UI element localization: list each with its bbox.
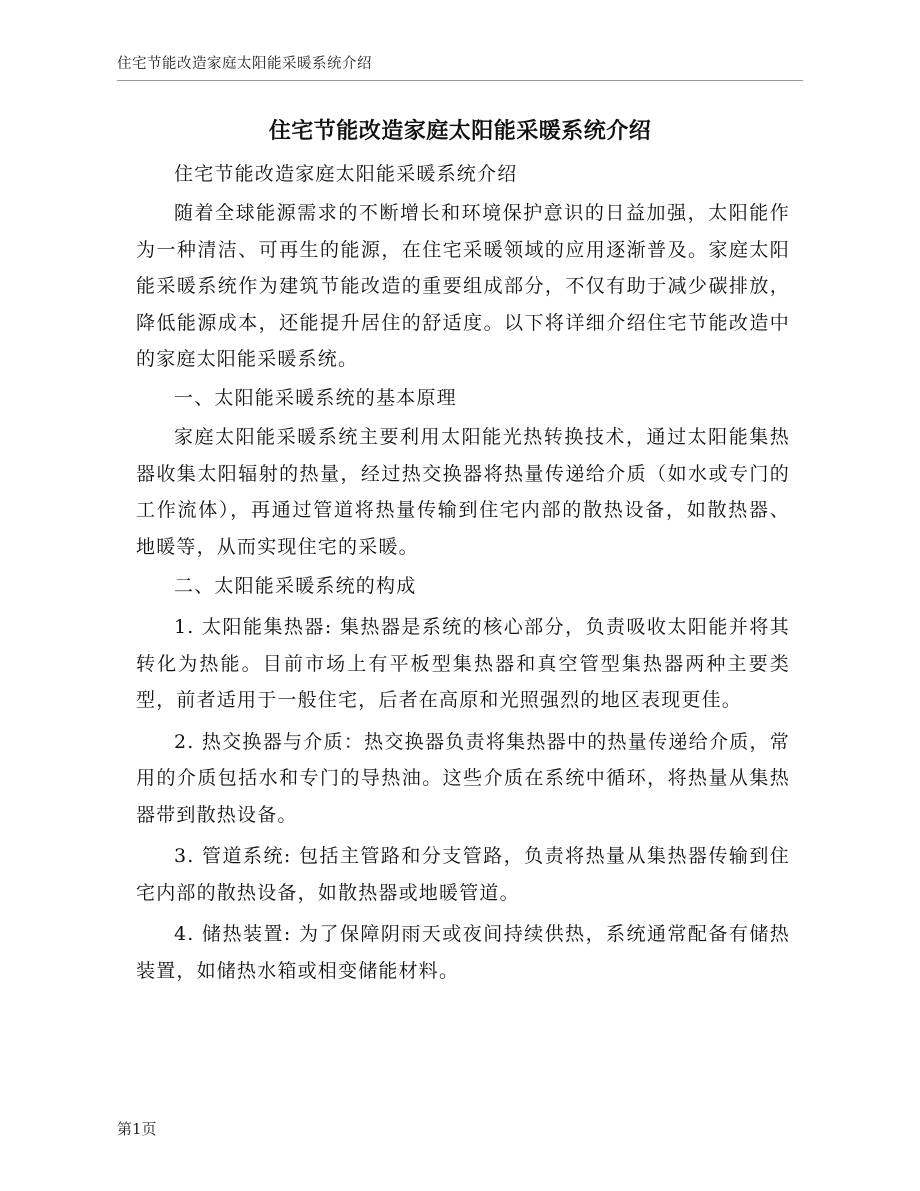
- paragraph-subtitle: 住宅节能改造家庭太阳能采暖系统介绍: [174, 163, 518, 185]
- paragraph-intro: 随着全球能源需求的不断增长和环境保护意识的日益加强，太阳能作为一种清洁、可再生的能源，在住宅采暖领域的应用逐渐普及。家庭太阳能采暖系统作为建筑节能改造的重要组成部分，不仅有助于减少碳排放，降低能源成本，还能提升居住的舒适度。以下将详细介绍住宅节能改造中的家庭太阳能采暖系统。: [136, 202, 790, 370]
- header-divider: [117, 80, 803, 81]
- list-item-storage: 4. 储热装置: 为了保障阴雨天或夜间持续供热，系统通常配备有储热装置，如储热水箱或相变储能材料。: [136, 923, 790, 982]
- document-body: [136, 156, 790, 989]
- list-item-collector: 1. 太阳能集热器: 集热器是系统的核心部分，负责吸收太阳能并将其转化为热能。目前市场上有平板型集热器和真空管型集热器两种主要类型，前者适用于一般住宅，后者在高原和光照强烈的地区表现更佳。: [136, 616, 790, 711]
- document-title: 住宅节能改造家庭太阳能采暖系统介绍: [268, 119, 652, 144]
- running-header: 住宅节能改造家庭太阳能采暖系统介绍: [117, 56, 372, 72]
- paragraph-principle: 家庭太阳能采暖系统主要利用太阳能光热转换技术，通过太阳能集热器收集太阳辐射的热量，经过热交换器将热量传递给介质（如水或专门的工作流体），再通过管道将热量传输到住宅内部的散热设备，如散热器、地暖等，从而实现住宅的采暖。: [136, 426, 790, 558]
- page-number: 第1页: [117, 1120, 157, 1138]
- section-heading-components: 二、太阳能采暖系统的构成: [174, 574, 417, 597]
- section-heading-principle: 一、太阳能采暖系统的基本原理: [174, 387, 457, 409]
- list-item-piping: 3. 管道系统: 包括主管路和分支管路，负责将热量从集热器传输到住宅内部的散热设备，如散热器或地暖管道。: [136, 845, 790, 904]
- list-item-heat-exchanger: 2. 热交换器与介质：热交换器负责将集热器中的热量传递给介质，常用的介质包括水和专门的导热油。这些介质在系统中循环，将热量从集热器带到散热设备。: [136, 730, 790, 826]
